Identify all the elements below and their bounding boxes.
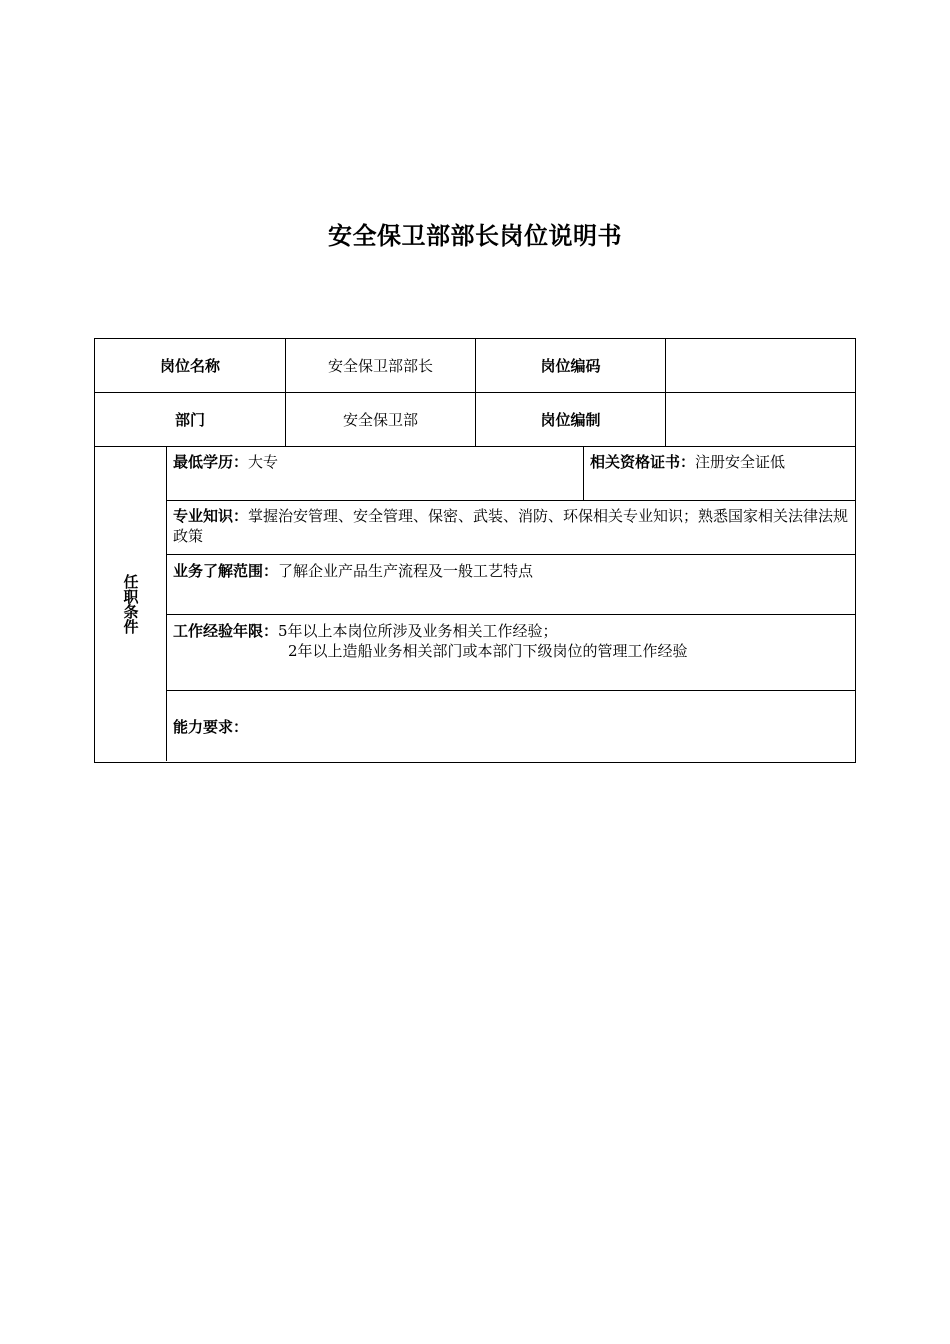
header-table <box>94 338 856 447</box>
position-code-value <box>666 339 856 393</box>
page-title: 安全保卫部部长岗位说明书 <box>328 222 622 250</box>
ability-label: 能力要求： <box>173 718 249 736</box>
experience-label: 工作经验年限： <box>173 622 279 640</box>
certificate-label: 相关资格证书： <box>590 453 696 471</box>
department-label: 部门 <box>95 393 286 447</box>
experience-line-2: 2年以上造船业务相关部门或本部门下级岗位的管理工作经验 <box>288 642 688 660</box>
education-cell <box>167 446 584 501</box>
certificate-cell <box>584 446 855 501</box>
business-label: 业务了解范围： <box>173 562 279 580</box>
staffing-label: 岗位编制 <box>476 393 666 447</box>
staffing-value <box>666 393 856 447</box>
business-value: 了解企业产品生产流程及一般工艺特点 <box>278 562 534 580</box>
knowledge-label: 专业知识： <box>173 507 249 525</box>
position-name-label: 岗位名称 <box>95 339 286 393</box>
certificate-value: 注册安全证低 <box>695 453 786 471</box>
business-cell <box>167 555 855 615</box>
requirements-section-label: 任职条件 <box>95 446 167 761</box>
experience-cell <box>167 615 855 691</box>
education-value: 大专 <box>248 453 279 471</box>
experience-line-1: 5年以上本岗位所涉及业务相关工作经验； <box>278 622 558 640</box>
knowledge-value: 掌握治安管理、安全管理、保密、武装、消防、环保相关专业知识；熟悉国家相关法律法规政策 <box>173 507 849 545</box>
department-value: 安全保卫部 <box>286 393 476 447</box>
position-name-value: 安全保卫部部长 <box>286 339 476 393</box>
education-label: 最低学历： <box>173 453 249 471</box>
ability-cell <box>167 691 855 761</box>
position-code-label: 岗位编码 <box>476 339 666 393</box>
requirements-table <box>94 446 856 763</box>
knowledge-cell <box>167 501 855 555</box>
